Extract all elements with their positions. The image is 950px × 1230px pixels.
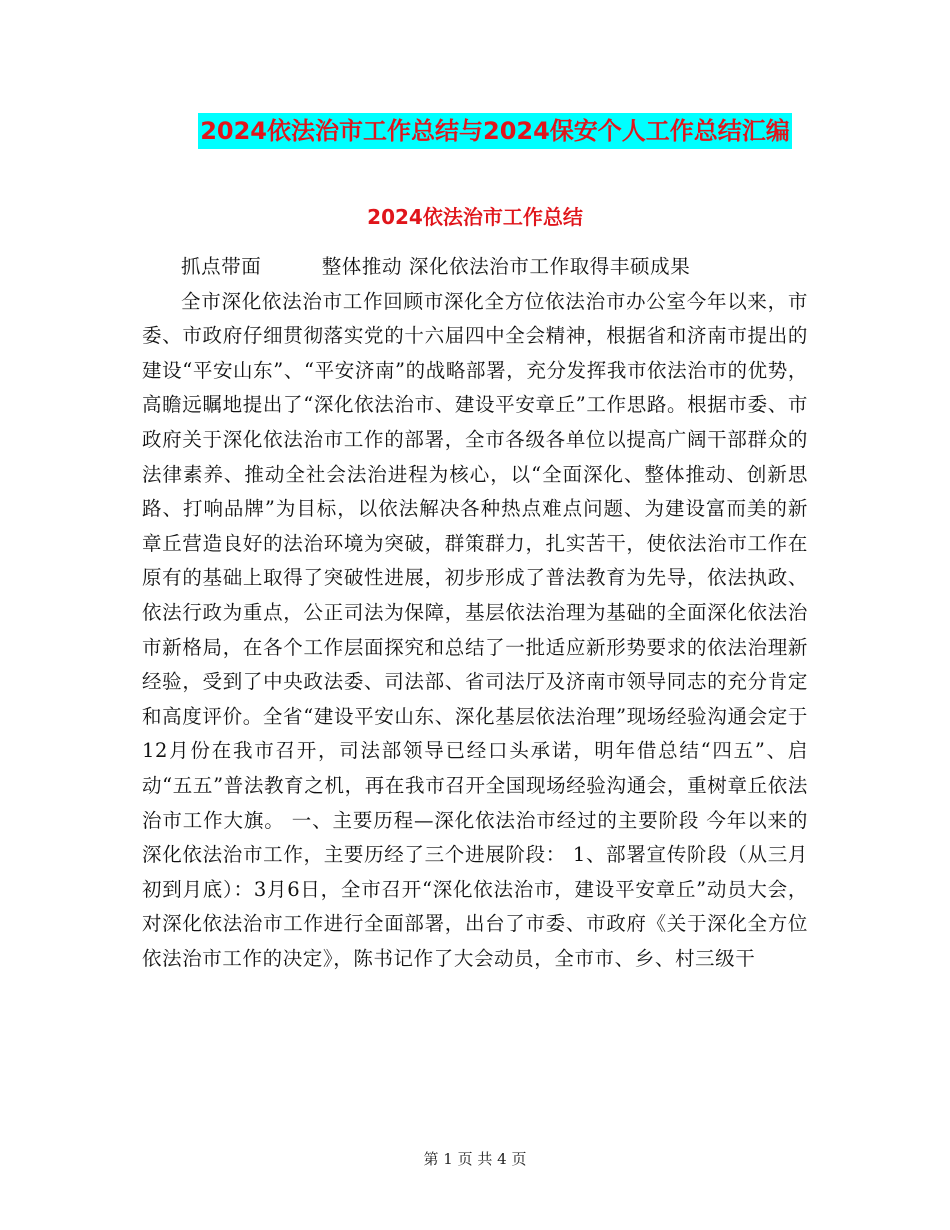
main-title: 2024依法治市工作总结与2024保安个人工作总结汇编: [198, 113, 792, 149]
page-footer: 第 1 页 共 4 页: [423, 1150, 527, 1168]
main-title-container: [0, 113, 950, 149]
body-paragraph: 全市深化依法治市工作回顾市深化全方位依法治市办公室今年以来，市委、市政府仔细贯彻落实党的十六届四中全会精神，根据省和济南市提出的建设“平安山东”、“平安济南”的战略部署，充分发挥我市依法治市的优势，高瞻远瞩地提出了“深化依法治市、建设平安章丘”工作思路。根据市委、市政府关于深化依法治市工作的部署，全市各级各单位以提高广阔干部群众的法律素养、推动全社会法治进程为核心，以“全面深化、整体推动、创新思路、打响品牌”为目标，以依法解决各种热点难点问题、为建设富而美的新章丘营造良好的法治环境为突破，群策群力，扎实苦干，使依法治市工作在原有的基础上取得了突破性进展，初步形成了普法教育为先导，依法执政、依法行政为重点，公正司法为保障，基层依法治理为基础的全面深化依法治市新格局，在各个工作层面探究和总结了一批适应新形势要求的依法治理新经验，受到了中央政法委、司法部、省司法厅及济南市领导同志的充分肯定和高度评价。全省“建设平安山东、深化基层依法治理”现场经验沟通会定于12月份在我市召开，司法部领导已经口头承诺，明年借总结“四五”、启动“五五”普法教育之机，再在我市召开全国现场经验沟通会，重树章丘依法治市工作大旗。 一、主要历程—深化依法治市经过的主要阶段 今年以来的深化依法治市工作，主要历经了三个进展阶段： 1、部署宣传阶段（从三月初到月底）：3月6日，全市召开“深化依法治市，建设平安章丘”动员大会，对深化依法治市工作进行全面部署，出台了市委、市政府《关于深化全方位依法治市工作的决定》，陈书记作了大会动员，全市市、乡、村三级干: [142, 289, 808, 970]
body-text: [142, 250, 808, 976]
lead-line: 抓点带面 整体推动 深化依法治市工作取得丰硕成果: [181, 255, 691, 278]
section-title: 2024依法治市工作总结: [367, 205, 583, 229]
